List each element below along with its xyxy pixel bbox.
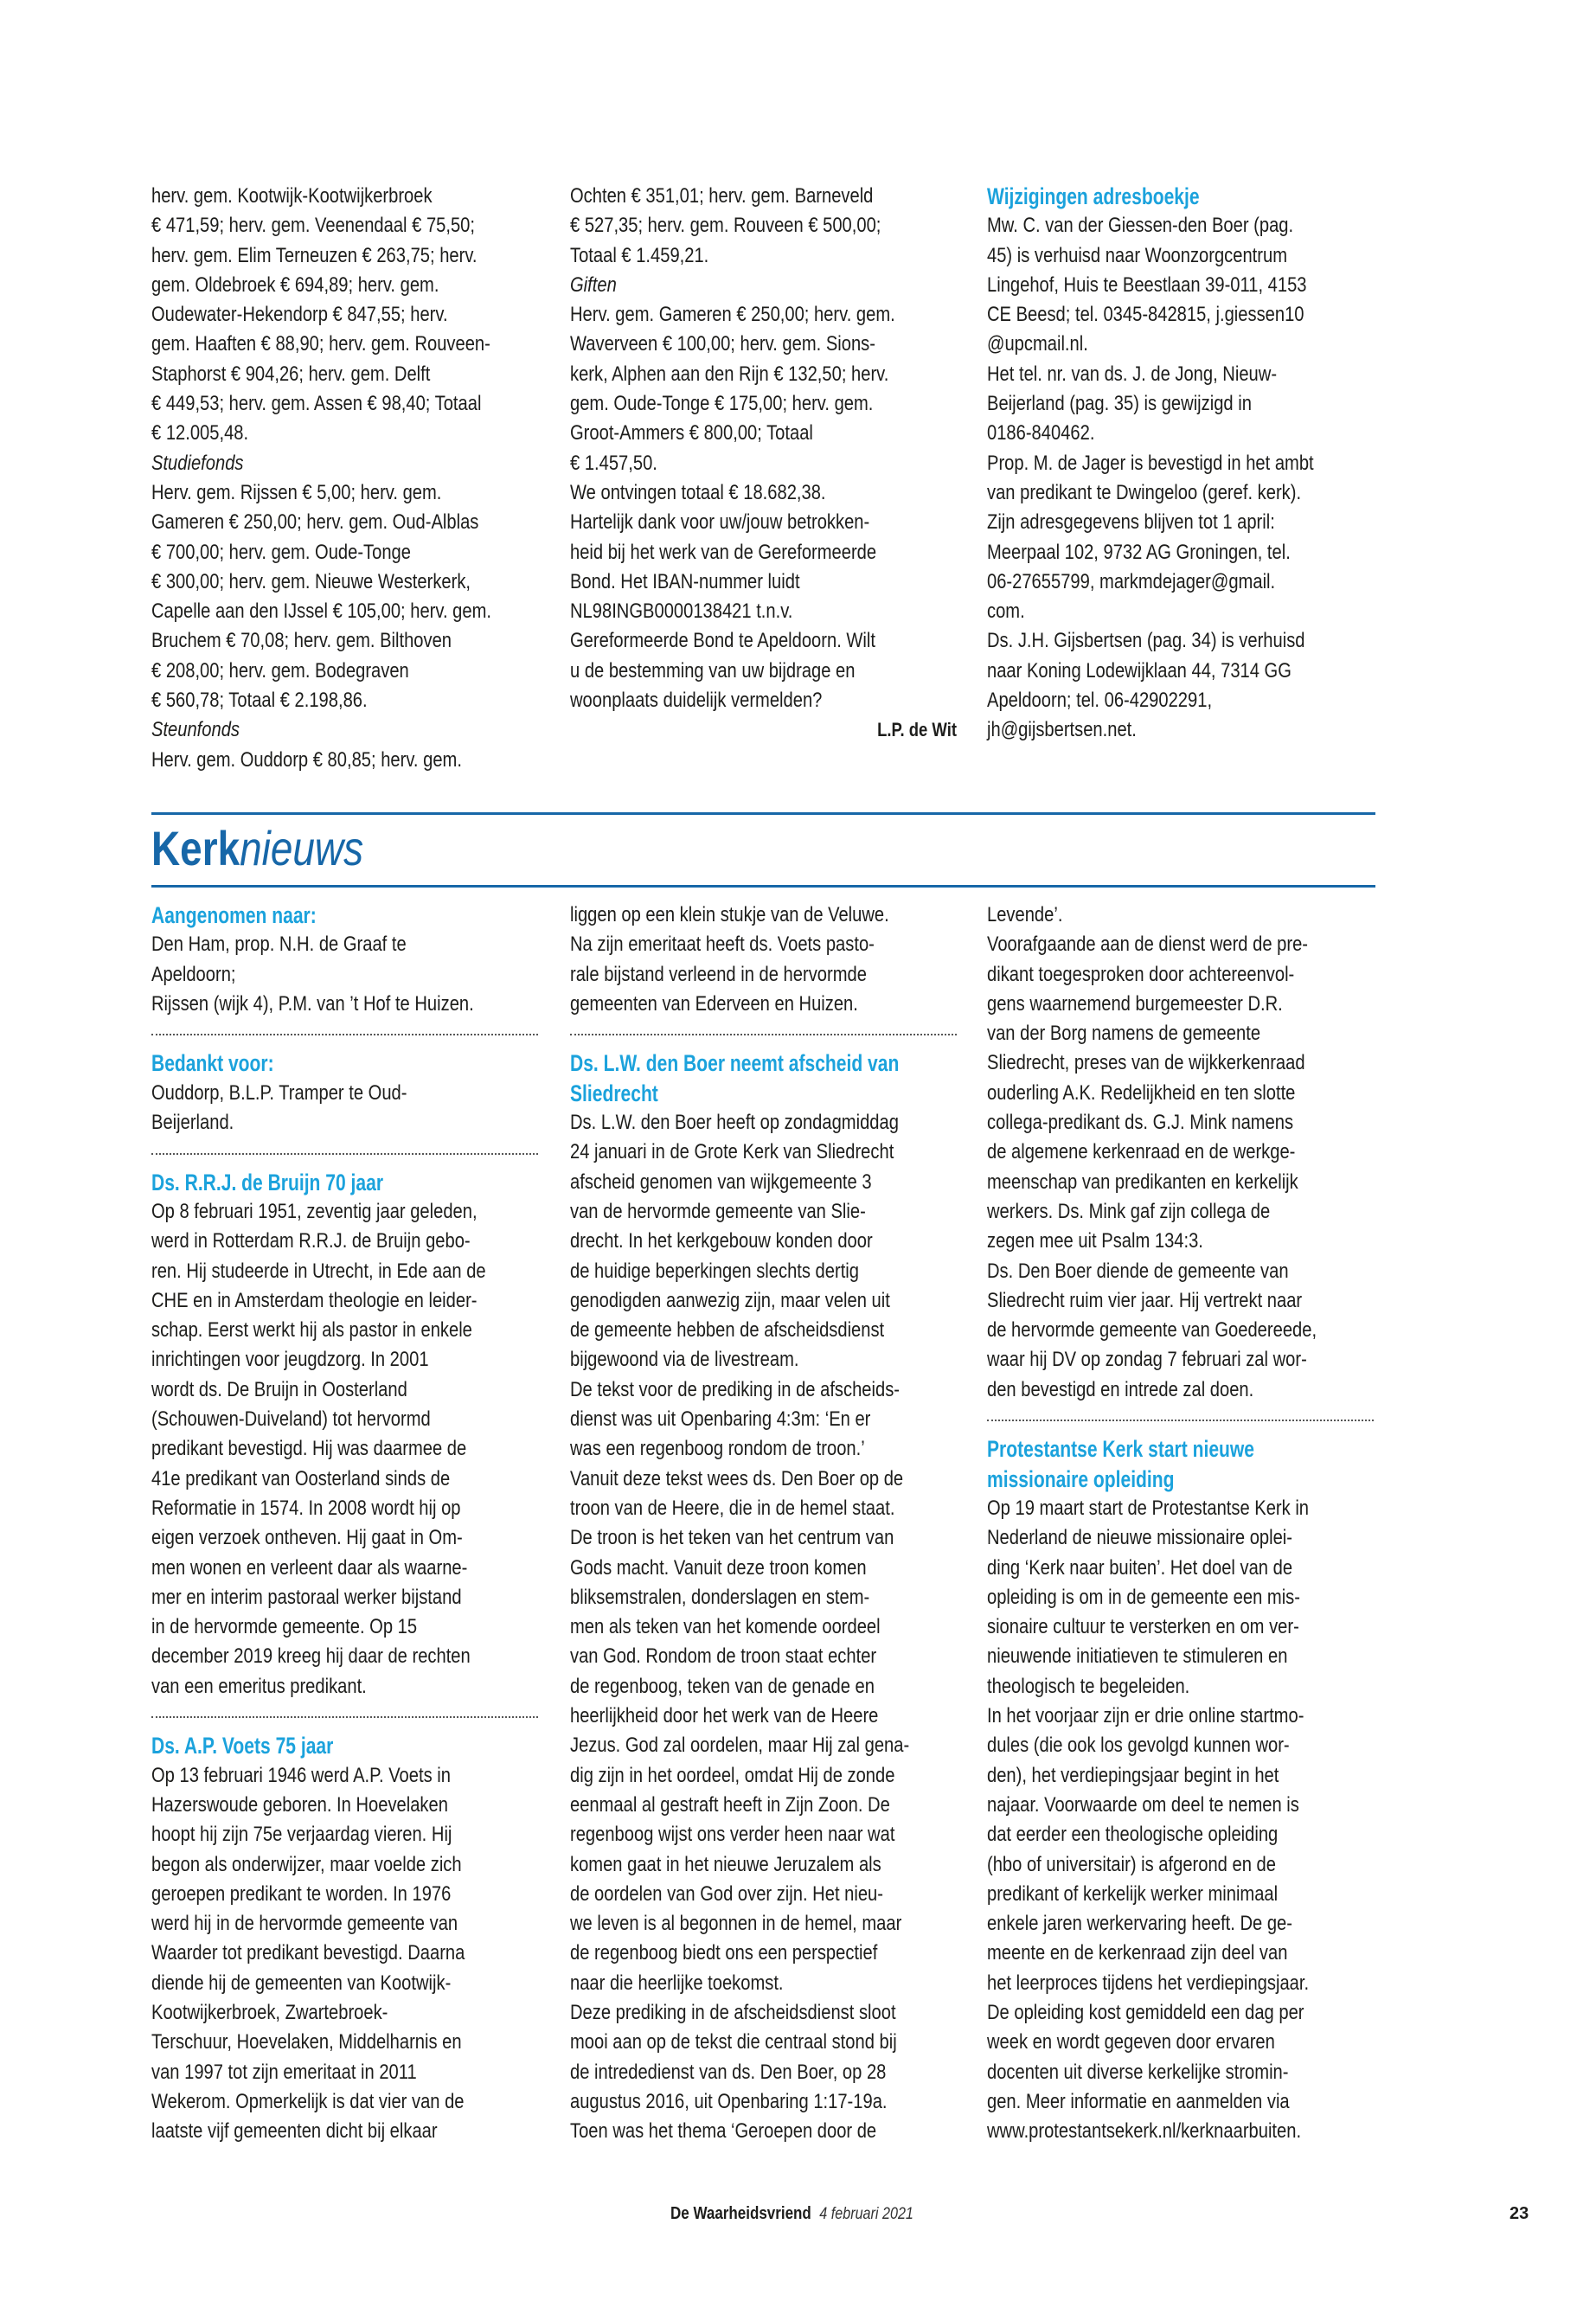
text-line: Beijerland (pag. 35) is gewijzigd in xyxy=(987,392,1252,416)
article-heading: Ds. L.W. den Boer neemt afscheid van xyxy=(570,1050,900,1077)
text-line: Vanuit deze tekst wees ds. Den Boer op de xyxy=(570,1466,904,1490)
text-line: Sliedrecht ruim vier jaar. Hij vertrekt naar xyxy=(987,1288,1303,1312)
text-line: CHE en in Amsterdam theologie en leider- xyxy=(151,1288,478,1312)
text-line: De opleiding kost gemiddeld een dag per xyxy=(987,2000,1304,2024)
text-line: De troon is het teken van het centrum van xyxy=(570,1526,894,1550)
top-column-1 xyxy=(151,182,538,775)
text-line: de regenboog, teken van de genade en xyxy=(570,1674,875,1698)
text-line: Ds. L.W. den Boer heeft op zondagmiddag xyxy=(570,1111,899,1135)
kerknieuws-column-3 xyxy=(987,901,1374,2146)
text-line: de gemeente hebben de afscheidsdienst xyxy=(570,1318,885,1343)
text-line: ding ‘Kerk naar buiten’. Het doel van de xyxy=(987,1555,1293,1580)
text-line: week en wordt gegeven door ervaren xyxy=(987,2030,1275,2054)
text-line: naar die heerlijke toekomst. xyxy=(570,1971,784,1995)
text-line: eenmaal al gestraft heeft in Zijn Zoon. De xyxy=(570,1792,890,1817)
text-line: Kootwijkerbroek, Zwartebroek- xyxy=(151,2000,388,2024)
text-line: € 208,00; herv. gem. Bodegraven xyxy=(151,658,409,683)
text-line: Levende’. xyxy=(987,903,1063,926)
text-line: van een emeritus predikant. xyxy=(151,1674,367,1698)
text-line: Deze prediking in de afscheidsdienst sloot xyxy=(570,2000,896,2024)
article-heading: Protestantse Kerk start nieuwe xyxy=(987,1436,1254,1463)
text-line: rale bijstand verleend in de hervormde xyxy=(570,962,867,986)
text-line: (hbo of universitair) is afgerond en de xyxy=(987,1852,1276,1876)
text-line: van God. Rondom de troon staat echter xyxy=(570,1644,877,1669)
text-line: 0186-840462. xyxy=(987,421,1095,445)
text-line: geroepen predikant te worden. In 1976 xyxy=(151,1881,452,1906)
text-line: Beijerland. xyxy=(151,1111,234,1135)
text-line: gens waarnemend burgemeester D.R. xyxy=(987,991,1283,1016)
text-line: @upcmail.nl. xyxy=(987,332,1088,356)
text-line: afscheid genomen van wijkgemeente 3 xyxy=(570,1170,872,1194)
text-line: NL98INGB0000138421 t.n.v. xyxy=(570,599,793,624)
section-title xyxy=(151,820,363,876)
text-line: opleiding is om in de gemeente een mis- xyxy=(987,1585,1300,1609)
text-line: Groot-Ammers € 800,00; Totaal xyxy=(570,421,813,445)
top-column-2 xyxy=(570,182,957,746)
text-line: nieuwende initiatieven te stimuleren en xyxy=(987,1644,1288,1669)
text-line: Rijssen (wijk 4), P.M. van ’t Hof te Huizen. xyxy=(151,991,474,1016)
text-line: jh@gijsbertsen.net. xyxy=(987,718,1137,742)
text-line: men als teken van het komende oordeel xyxy=(570,1615,881,1639)
text-line: collega-predikant ds. G.J. Mink namens xyxy=(987,1111,1294,1135)
text-line: sionaire cultuur te versterken en om ver- xyxy=(987,1615,1299,1639)
text-line: (Schouwen-Duiveland) tot hervormd xyxy=(151,1407,431,1432)
text-line: 45) is verhuisd naar Woonzorgcentrum xyxy=(987,243,1287,267)
text-line: € 1.457,50. xyxy=(570,451,657,475)
text-line: 24 januari in de Grote Kerk van Sliedrecht xyxy=(570,1140,894,1164)
text-line: Wekerom. Opmerkelijk is dat vier van de xyxy=(151,2089,465,2113)
text-line: ouderling A.K. Redelijkheid en ten slotte xyxy=(987,1080,1296,1105)
text-line: ren. Hij studeerde in Utrecht, in Ede aan de xyxy=(151,1259,486,1283)
text-line: de algemene kerkenraad en de werkge- xyxy=(987,1140,1296,1164)
page-number: 23 xyxy=(1509,2204,1529,2223)
subheading-italic: Studiefonds xyxy=(151,451,244,475)
text-line: Gameren € 250,00; herv. gem. Oud-Alblas xyxy=(151,510,479,535)
text-line: men wonen en verleent daar als waarne- xyxy=(151,1555,468,1580)
text-line: Hartelijk dank voor uw/jouw betrokken- xyxy=(570,510,870,535)
text-line: € 471,59; herv. gem. Veenendaal € 75,50; xyxy=(151,214,475,238)
text-line: werd in Rotterdam R.R.J. de Bruijn gebo- xyxy=(151,1229,471,1253)
text-line: woonplaats duidelijk vermelden? xyxy=(570,689,823,713)
text-line: u de bestemming van uw bijdrage en xyxy=(570,658,856,683)
text-line: meente en de kerkenraad zijn deel van xyxy=(987,1941,1288,1965)
text-line: Meerpaal 102, 9732 AG Groningen, tel. xyxy=(987,540,1291,564)
text-line: Gereformeerde Bond te Apeldoorn. Wilt xyxy=(570,629,875,653)
text-line: we leven is al begonnen in de hemel, maar xyxy=(570,1912,902,1936)
text-line: Sliedrecht, preses van de wijkkerkenraad xyxy=(987,1051,1305,1075)
text-line: liggen op een klein stukje van de Veluwe. xyxy=(570,903,889,926)
text-line: theologisch te begeleiden. xyxy=(987,1674,1190,1698)
text-line: van de hervormde gemeente van Slie- xyxy=(570,1199,866,1223)
text-line: dat eerder een theologische opleiding xyxy=(987,1823,1279,1847)
text-line: december 2019 kreeg hij daar de rechten xyxy=(151,1644,471,1669)
subheading-italic: Steunfonds xyxy=(151,718,240,742)
text-line: van 1997 tot zijn emeritaat in 2011 xyxy=(151,2060,417,2084)
text-line: in de hervormde gemeente. Op 15 xyxy=(151,1615,418,1639)
article-heading: Ds. A.P. Voets 75 jaar xyxy=(151,1733,334,1759)
text-line: werd hij in de hervormde gemeente van xyxy=(151,1912,458,1936)
text-line: najaar. Voorwaarde om deel te nemen is xyxy=(987,1792,1299,1817)
text-line: regenboog wijst ons verder heen naar wat xyxy=(570,1823,895,1847)
text-line: schap. Eerst werkt hij als pastor in enkele xyxy=(151,1318,472,1343)
text-line: Herv. gem. Gameren € 250,00; herv. gem. xyxy=(570,303,895,327)
text-line: Totaal € 1.459,21. xyxy=(570,243,709,267)
dotted-separator xyxy=(151,1702,538,1731)
text-line: de oordelen van God over zijn. Het nieu- xyxy=(570,1881,883,1906)
dotted-separator xyxy=(987,1405,1374,1434)
article-heading: missionaire opleiding xyxy=(987,1465,1175,1492)
text-line: gem. Oldebroek € 694,89; herv. gem. xyxy=(151,272,439,297)
text-line: Mw. C. van der Giessen-den Boer (pag. xyxy=(987,214,1294,238)
text-line: Herv. gem. Rijssen € 5,00; herv. gem. xyxy=(151,480,442,504)
text-line: Jezus. God zal oordelen, maar Hij zal gena- xyxy=(570,1734,910,1758)
text-line: CE Beesd; tel. 0345-842815, j.giessen10 xyxy=(987,303,1304,327)
article-heading: Sliedrecht xyxy=(570,1080,658,1106)
text-line: Voorafgaande aan de dienst werd de pre- xyxy=(987,933,1308,957)
text-line: kerk, Alphen aan den Rijn € 132,50; herv. xyxy=(570,362,889,386)
text-line: Ds. J.H. Gijsbertsen (pag. 34) is verhuisd xyxy=(987,629,1305,653)
text-line: Bruchem € 70,08; herv. gem. Bilthoven xyxy=(151,629,452,653)
section-title-italic: nieuws xyxy=(240,821,364,875)
text-line: com. xyxy=(987,599,1025,624)
text-line: de huidige beperkingen slechts dertig xyxy=(570,1259,859,1283)
text-line: wordt ds. De Bruijn in Oosterland xyxy=(151,1377,407,1401)
text-line: € 560,78; Totaal € 2.198,86. xyxy=(151,689,368,713)
text-line: predikant bevestigd. Hij was daarmee de xyxy=(151,1437,467,1461)
text-line: Zijn adresgegevens blijven tot 1 april: xyxy=(987,510,1275,535)
text-line: 06-27655799, markmdejager@gmail. xyxy=(987,569,1276,593)
text-line: Ochten € 351,01; herv. gem. Barneveld xyxy=(570,184,874,208)
text-line: begon als onderwijzer, maar voelde zich xyxy=(151,1852,462,1876)
text-line: € 449,53; herv. gem. Assen € 98,40; Totaal xyxy=(151,392,482,416)
text-line: www.protestantsekerk.nl/kerknaarbuiten. xyxy=(987,2119,1302,2144)
text-line: den bevestigd en intrede zal doen. xyxy=(987,1377,1254,1401)
text-line: Den Ham, prop. N.H. de Graaf te xyxy=(151,933,407,957)
text-line: inrichtingen voor jeugdzorg. In 2001 xyxy=(151,1348,429,1372)
text-line: heid bij het werk van de Gereformeerde xyxy=(570,540,877,564)
text-line: Bond. Het IBAN-nummer luidt xyxy=(570,569,800,593)
text-line: Op 8 februari 1951, zeventig jaar geleden, xyxy=(151,1199,478,1223)
signature: L.P. de Wit xyxy=(877,719,957,741)
text-line: eigen verzoek ontheven. Hij gaat in Om- xyxy=(151,1526,463,1550)
text-line: Na zijn emeritaat heeft ds. Voets pasto- xyxy=(570,933,875,957)
dotted-separator xyxy=(151,1138,538,1167)
article-heading: Wijzigingen adresboekje xyxy=(987,183,1200,209)
dotted-separator xyxy=(151,1019,538,1048)
text-line: gemeenten van Ederveen en Huizen. xyxy=(570,991,858,1016)
text-line: was een regenboog rondom de troon.’ xyxy=(570,1437,865,1461)
text-line: Het tel. nr. van ds. J. de Jong, Nieuw- xyxy=(987,362,1278,386)
kerknieuws-column-1 xyxy=(151,901,538,2146)
text-line: genodigden aanwezig zijn, maar velen uit xyxy=(570,1288,890,1312)
text-line: gem. Oude-Tonge € 175,00; herv. gem. xyxy=(570,392,874,416)
top-column-3 xyxy=(987,182,1374,746)
text-line: mer en interim pastoraal werker bijstand xyxy=(151,1585,462,1609)
text-line: mooi aan op de tekst die centraal stond bij xyxy=(570,2030,897,2054)
text-line: hoopt hij zijn 75e verjaardag vieren. Hij xyxy=(151,1823,452,1847)
text-line: Oudewater-Hekendorp € 847,55; herv. xyxy=(151,303,448,327)
text-line: Reformatie in 1574. In 2008 wordt hij op xyxy=(151,1496,461,1520)
text-line: gem. Haaften € 88,90; herv. gem. Rouveen- xyxy=(151,332,490,356)
text-line: Herv. gem. Ouddorp € 80,85; herv. gem. xyxy=(151,747,462,772)
text-line: den), het verdiepingsjaar begint in het xyxy=(987,1763,1279,1787)
text-line: Gods macht. Vanuit deze troon komen xyxy=(570,1555,867,1580)
text-line: Op 19 maart start de Protestantse Kerk in xyxy=(987,1496,1310,1520)
text-line: de intrededienst van ds. Den Boer, op 28 xyxy=(570,2060,887,2084)
text-line: € 527,35; herv. gem. Rouveen € 500,00; xyxy=(570,214,881,238)
text-line: de hervormde gemeente van Goedereede, xyxy=(987,1318,1317,1343)
article-heading: Ds. R.R.J. de Bruijn 70 jaar xyxy=(151,1169,384,1195)
text-line: In het voorjaar zijn er drie online startmo- xyxy=(987,1704,1304,1728)
text-line: heerlijkheid door het werk van de Heere xyxy=(570,1704,879,1728)
text-line: werkers. Ds. Mink gaf zijn collega de xyxy=(987,1199,1271,1223)
subheading-italic: Giften xyxy=(570,272,617,297)
text-line: dienst was uit Openbaring 4:3m: ‘En er xyxy=(570,1407,871,1432)
text-line: van der Borg namens de gemeente xyxy=(987,1022,1261,1046)
dotted-separator xyxy=(570,1019,957,1048)
section-rule-top xyxy=(151,812,1375,815)
text-line: € 300,00; herv. gem. Nieuwe Westerkerk, xyxy=(151,569,471,593)
text-line: Capelle aan den IJssel € 105,00; herv. gem. xyxy=(151,599,492,624)
text-line: gen. Meer informatie en aanmelden via xyxy=(987,2089,1290,2113)
footer-date: 4 februari 2021 xyxy=(819,2205,913,2223)
text-line: troon van de Heere, die in de hemel staat. xyxy=(570,1496,895,1520)
text-line: De tekst voor de prediking in de afscheids- xyxy=(570,1377,901,1401)
text-line: We ontvingen totaal € 18.682,38. xyxy=(570,480,826,504)
text-line: 41e predikant van Oosterland sinds de xyxy=(151,1466,451,1490)
text-line: dules (die ook los gevolgd kunnen wor- xyxy=(987,1734,1290,1758)
text-line: Nederland de nieuwe missionaire oplei- xyxy=(987,1526,1292,1550)
text-line: waar hij DV op zondag 7 februari zal wor- xyxy=(987,1348,1307,1372)
text-line: het leerproces tijdens het verdiepingsjaar. xyxy=(987,1971,1310,1995)
text-line: zegen mee uit Psalm 134:3. xyxy=(987,1229,1203,1253)
text-line: Hazerswoude geboren. In Hoevelaken xyxy=(151,1792,448,1817)
text-line: enkele jaren werkervaring heeft. De ge- xyxy=(987,1912,1292,1936)
article-heading: Bedankt voor: xyxy=(151,1050,274,1077)
text-line: bijgewoond via de livestream. xyxy=(570,1348,799,1372)
text-line: Prop. M. de Jager is bevestigd in het ambt xyxy=(987,451,1314,475)
text-line: Staphorst € 904,26; herv. gem. Delft xyxy=(151,362,431,386)
text-line: herv. gem. Kootwijk-Kootwijkerbroek xyxy=(151,184,433,208)
text-line: diende hij de gemeenten van Kootwijk- xyxy=(151,1971,452,1995)
text-line: komen gaat in het nieuwe Jeruzalem als xyxy=(570,1852,881,1876)
text-line: Waverveen € 100,00; herv. gem. Sions- xyxy=(570,332,875,356)
text-line: Terschuur, Hoevelaken, Middelharnis en xyxy=(151,2030,462,2054)
text-line: € 12.005,48. xyxy=(151,421,249,445)
text-line: Lingehof, Huis te Beestlaan 39-011, 4153 xyxy=(987,272,1307,297)
text-line: naar Koning Lodewijklaan 44, 7314 GG xyxy=(987,658,1292,683)
text-line: van predikant te Dwingeloo (geref. kerk). xyxy=(987,480,1302,504)
text-line: de regenboog biedt ons een perspectief xyxy=(570,1941,878,1965)
text-line: herv. gem. Elim Terneuzen € 263,75; herv. xyxy=(151,243,478,267)
kerknieuws-column-2 xyxy=(570,901,957,2146)
text-line: Apeldoorn; xyxy=(151,962,236,986)
text-line: Op 13 februari 1946 werd A.P. Voets in xyxy=(151,1763,451,1787)
text-line: € 700,00; herv. gem. Oude-Tonge xyxy=(151,540,411,564)
text-line: augustus 2016, uit Openbaring 1:17-19a. xyxy=(570,2089,888,2113)
text-line: predikant of kerkelijk werker minimaal xyxy=(987,1881,1279,1906)
text-line: Waarder tot predikant bevestigd. Daarna xyxy=(151,1941,465,1965)
text-line: Toen was het thema ‘Geroepen door de xyxy=(570,2119,877,2144)
footer-publication: De Waarheidsvriend xyxy=(670,2204,811,2223)
text-line: drecht. In het kerkgebouw konden door xyxy=(570,1229,873,1253)
text-line: dig zijn in het oordeel, omdat Hij de zonde xyxy=(570,1763,895,1787)
text-line: docenten uit diverse kerkelijke stromin- xyxy=(987,2060,1289,2084)
text-line: Ds. Den Boer diende de gemeente van xyxy=(987,1259,1289,1283)
footer xyxy=(670,2204,913,2224)
text-line: Apeldoorn; tel. 06-42902291, xyxy=(987,689,1213,713)
text-line: Ouddorp, B.L.P. Tramper te Oud- xyxy=(151,1080,407,1105)
section-rule-bottom xyxy=(151,885,1375,888)
section-title-bold: Kerk xyxy=(151,821,240,875)
text-line: dikant toegesproken door achtereenvol- xyxy=(987,962,1295,986)
text-line: bliksemstralen, donderslagen en stem- xyxy=(570,1585,870,1609)
text-line: laatste vijf gemeenten dicht bij elkaar xyxy=(151,2119,438,2144)
text-line: meenschap van predikanten en kerkelijk xyxy=(987,1170,1298,1194)
article-heading: Aangenomen naar: xyxy=(151,902,317,928)
